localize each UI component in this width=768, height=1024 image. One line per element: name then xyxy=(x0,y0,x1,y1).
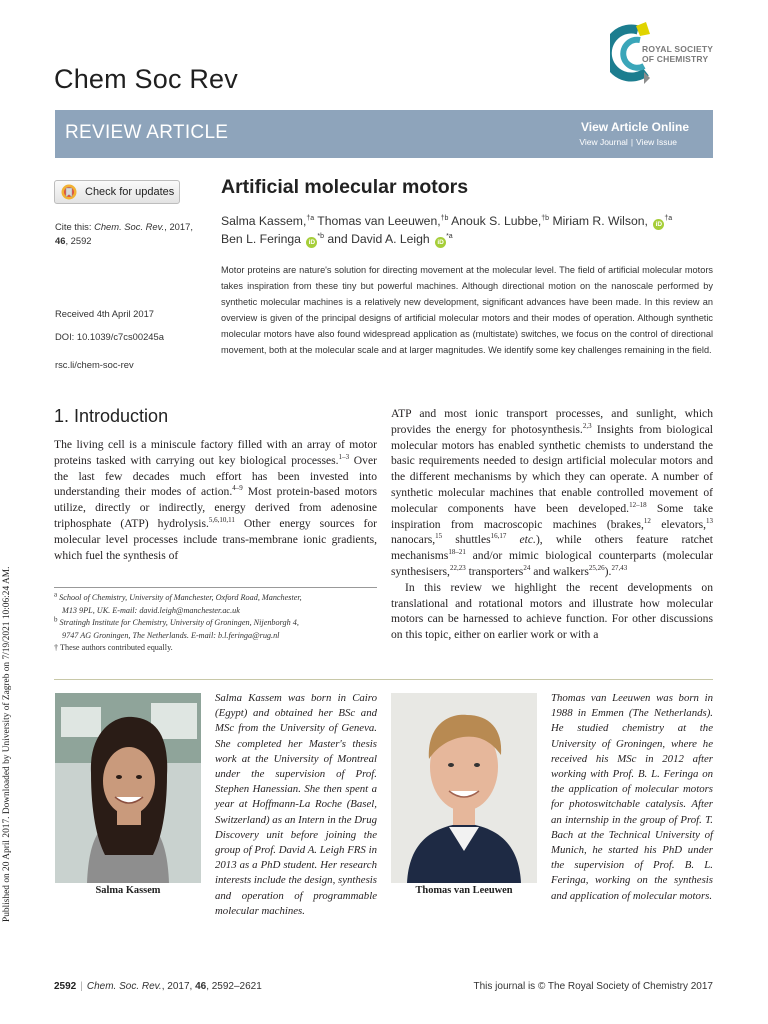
doi-link[interactable]: DOI: 10.1039/c7cs00245a xyxy=(55,331,164,342)
article-title: Artificial molecular motors xyxy=(221,176,469,198)
body-text: ATP and most ionic transport processes, and sunlight, which provides the energy for photosynthesis. xyxy=(391,407,713,436)
cite-prefix: Cite this: xyxy=(55,221,95,232)
download-watermark-text: Published on 20 April 2017. Downloaded by University of Zagreb on 7/19/2021 10:06:24 AM. xyxy=(2,566,12,922)
article-type-banner xyxy=(55,110,713,158)
citation-ref[interactable]: 12 xyxy=(643,516,651,525)
citation-ref[interactable]: 1–3 xyxy=(338,452,350,461)
citation-ref[interactable]: 12–18 xyxy=(629,500,647,509)
paragraph: In this review we highlight the recent developments on translational and rotational motors and illustrate how molecular motors can be harnessed to achieve function. For other discussions on this topic, either on earlier work or with a xyxy=(391,580,713,642)
journal-url-link[interactable]: rsc.li/chem-soc-rev xyxy=(55,359,134,370)
citation-ref[interactable]: 24 xyxy=(523,564,531,573)
author-name: and David A. Leigh xyxy=(323,232,430,246)
author-affiliation: †b xyxy=(440,214,449,222)
citation-ref[interactable]: 16,17 xyxy=(490,532,507,541)
author-photo xyxy=(391,693,537,883)
body-text: The living cell is a miniscule factory filled with an array of motor proteins tasked with carrying out key biological processes. xyxy=(54,438,377,467)
author-name: Thomas van Leeuwen, xyxy=(314,214,441,228)
view-links xyxy=(579,137,677,147)
citation-ref[interactable]: 15 xyxy=(435,532,443,541)
citation-ref[interactable]: 25,26 xyxy=(588,564,605,573)
footer-pages: , 2592–2621 xyxy=(206,981,262,992)
body-text: nanocars, xyxy=(391,533,436,547)
citation-ref[interactable]: 13 xyxy=(706,516,713,525)
affiliation-footnotes xyxy=(54,592,377,655)
section-heading: 1. Introduction xyxy=(54,406,169,426)
bio-text: Salma Kassem was born in Cairo (Egypt) and obtained her BSc and MSc from the University of Geneva. She completed her Master's thesis work at the University of Montreal under the supervision of Prof. Stephen Hanessian. She then spent a year at Hoffmann-La Roche (Basel, Switzerland) as an Intern in the Drug Discovery unit before joining the group of Prof. David A. Leigh FRS in 2013 as a PhD student. Her research interests include the design, synthesis and operation of programmable molecular machines. xyxy=(215,692,377,917)
rsc-logo-line2: OF CHEMISTRY xyxy=(642,54,709,64)
author-affiliation: *a xyxy=(446,232,453,240)
body-text: Over the last few decades much effort has been invested into understanding their modes of action. xyxy=(54,453,377,499)
footnote-mark: a xyxy=(54,590,58,599)
received-date: Received 4th April 2017 xyxy=(55,308,155,319)
cite-pages: , 2592 xyxy=(65,235,92,246)
body-text: and/or mimic biological counterparts (molecular synthesisers, xyxy=(391,549,713,578)
body-text: Other energy sources for molecular level processes include trans-membrane ionic gradients, which fuel the synthesis of xyxy=(54,516,377,562)
rsc-logo-line1: ROYAL SOCIETY xyxy=(642,44,714,54)
view-article-online-link[interactable]: View Article Online xyxy=(580,120,689,134)
bio-text: Thomas van Leeuwen was born in 1988 in Emmen (The Netherlands). He studied chemistry at the University of Groningen, where he received his MSc in 2012 after working with Prof. B. L. Feringa on the application of molecular motors for photoswitchable catalysis. After an internship in the group of Prof. T. Bach at the Technical University of Munich, he started his PhD under the supervision of Prof. B. L. Feringa, working on the synthesis and application of molecular motors. xyxy=(551,692,713,902)
body-column-left xyxy=(54,437,377,563)
citation xyxy=(55,220,205,248)
body-text: ), while others feature ratchet mechanisms xyxy=(391,533,713,563)
abstract: Motor proteins are nature's solution for directing movement at the molecular level. The field of artificial molecular motors takes inspiration from these tiny but powerful machines. Although directional motion on the nanoscale performed by synthetic molecular machines is a relatively new development, significant advances have been made. In this review an overview is given of the principal designs of artificial molecular motors and their modes of operation. Although synthetic molecular motors have also found widespread application as (multistate) switches, we focus on the control of directional movement, both at the molecular scale and at larger magnitudes. We identify some key challenges remaining in the field. xyxy=(221,265,713,355)
check-updates-icon xyxy=(61,184,77,200)
check-for-updates-button[interactable] xyxy=(54,180,180,204)
footer-separator: | xyxy=(80,981,83,992)
orcid-icon[interactable]: iD xyxy=(435,237,446,248)
view-issue-link[interactable]: View Issue xyxy=(636,137,677,147)
rsc-logo[interactable] xyxy=(610,22,720,86)
author-photo xyxy=(55,693,201,883)
footnote-mark: b xyxy=(54,615,58,624)
footnote-text: M13 9PL, UK. E-mail: david.leigh@manchester.ac.uk xyxy=(62,605,240,615)
body-text: etc. xyxy=(506,533,536,547)
author-name: Miriam R. Wilson, xyxy=(549,214,648,228)
bio-author-name: Salma Kassem xyxy=(95,885,161,896)
orcid-icon[interactable]: iD xyxy=(653,219,664,230)
author-name: Salma Kassem, xyxy=(221,214,307,228)
author-name: Ben L. Feringa xyxy=(221,232,301,246)
author-affiliation: *b xyxy=(317,232,324,240)
orcid-icon[interactable]: iD xyxy=(306,237,317,248)
citation-ref[interactable]: 22,23 xyxy=(449,564,466,573)
journal-name: Chem Soc Rev xyxy=(54,64,238,94)
body-text: Most protein-based motors utilize, directly or indirectly, energy derived from adenosine triphosphate (ATP) hydrolysis. xyxy=(54,485,377,530)
author-photo-image xyxy=(55,693,201,883)
page-number: 2592 xyxy=(54,981,77,992)
author-affiliation: †b xyxy=(541,214,550,222)
footnote-dagger: † These authors contributed equally. xyxy=(54,643,173,652)
paragraph xyxy=(391,406,713,580)
view-links-separator: | xyxy=(630,137,634,147)
footnote-text: Stratingh Institute for Chemistry, University of Groningen, Nijenborgh 4, xyxy=(57,618,299,627)
cite-year: , 2017, xyxy=(164,221,193,232)
footnote-a xyxy=(54,592,377,617)
copyright-notice: This journal is © The Royal Society of Chemistry 2017 xyxy=(473,981,713,992)
bio-author-name: Thomas van Leeuwen xyxy=(415,885,513,896)
author-list xyxy=(221,212,721,248)
author-photo-image xyxy=(391,693,537,883)
footer-year: , 2017, xyxy=(161,981,196,992)
article-type: REVIEW ARTICLE xyxy=(65,122,229,143)
author-affiliation: †a xyxy=(664,214,673,222)
body-text: Insights from biological molecular motors has enabled synthetic chemists to understand the basic requirements needed to design artificial molecular motors and the different mechanisms by which they can operate. A number of synthetic molecular machines that enable controlled movement of molecular components have been developed. xyxy=(391,422,713,515)
body-column-right xyxy=(391,406,713,643)
footer-journal: Chem. Soc. Rev. xyxy=(86,981,162,992)
author-name: Anouk S. Lubbe, xyxy=(448,214,542,228)
citation-ref[interactable]: 27,43 xyxy=(611,564,628,573)
author-affiliation: †a xyxy=(306,214,315,222)
cite-volume: 46 xyxy=(55,235,66,246)
cite-journal: Chem. Soc. Rev. xyxy=(94,221,165,232)
footer-volume: 46 xyxy=(195,981,207,992)
citation-ref[interactable]: 5,6,10,11 xyxy=(208,516,235,525)
page-footer-left xyxy=(54,981,262,992)
body-text: transporters xyxy=(465,564,524,578)
body-text: and walkers xyxy=(530,564,589,578)
biography-divider xyxy=(54,679,713,680)
body-text: ). xyxy=(604,564,612,578)
footnote-text: 9747 AG Groningen, The Netherlands. E-mail: b.l.feringa@rug.nl xyxy=(62,630,280,640)
footnote-text: School of Chemistry, University of Manchester, Oxford Road, Manchester, xyxy=(57,593,302,602)
citation-ref[interactable]: 2,3 xyxy=(582,421,592,430)
footnote-divider xyxy=(54,587,377,588)
view-journal-link[interactable]: View Journal xyxy=(579,137,628,147)
footnote-b xyxy=(54,617,377,642)
citation-ref[interactable]: 4–9 xyxy=(232,484,243,493)
body-text: shuttles xyxy=(442,533,491,547)
citation-ref[interactable]: 18–21 xyxy=(448,548,466,557)
body-text: elevators, xyxy=(650,517,706,531)
body-text: Some take inspiration from macroscopic machines (brakes, xyxy=(391,501,713,531)
check-for-updates-label: Check for updates xyxy=(85,186,175,198)
